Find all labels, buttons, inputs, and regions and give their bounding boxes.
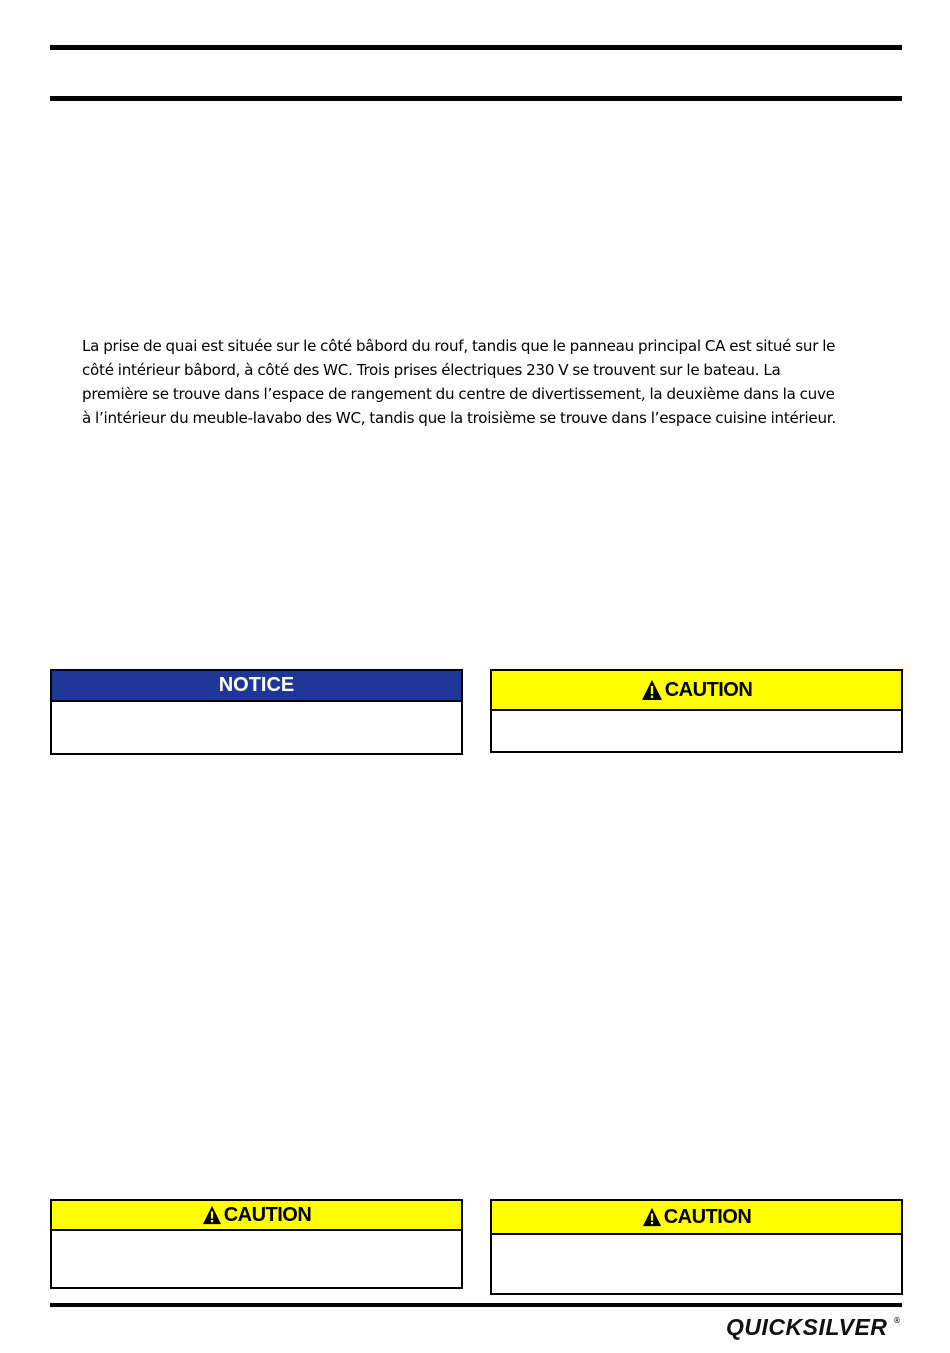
warning-triangle-icon [641,679,663,701]
caution-label: CAUTION [223,1203,312,1226]
caution-box [490,1199,903,1295]
caution-box [490,669,903,753]
paragraph-line: à l’intérieur du meuble-lavabo des WC, tandis que la troisième se trouve dans l’espace cuisine intérieur. [82,409,836,427]
quicksilver-logo: QUICKSILVER [726,1314,888,1340]
warning-triangle-icon [642,1207,662,1227]
warning-triangle-icon [202,1205,222,1225]
paragraph-line: La prise de quai est située sur le côté bâbord du rouf, tandis que le panneau principal CA est situé sur le [82,337,836,355]
paragraph-line: première se trouve dans l’espace de rangement du centre de divertissement, la deuxième dans la cuve [82,385,835,403]
caution-header [492,1201,901,1235]
caution-header [492,671,901,711]
caution-label: CAUTION [663,1205,752,1228]
paragraph-line: côté intérieur bâbord, à côté des WC. Trois prises électriques 230 V se trouvent sur le bateau. La [82,361,781,379]
caution-header [52,1201,461,1231]
caution-box [50,1199,463,1289]
header-bottom-rule [50,96,902,101]
registered-mark: ® [893,1316,901,1325]
header-top-rule [50,45,902,50]
body-paragraph [82,334,902,430]
footer-rule [50,1303,902,1307]
notice-label: NOTICE [218,674,295,696]
notice-header [52,671,461,702]
notice-box [50,669,463,755]
caution-label: CAUTION [664,678,753,701]
